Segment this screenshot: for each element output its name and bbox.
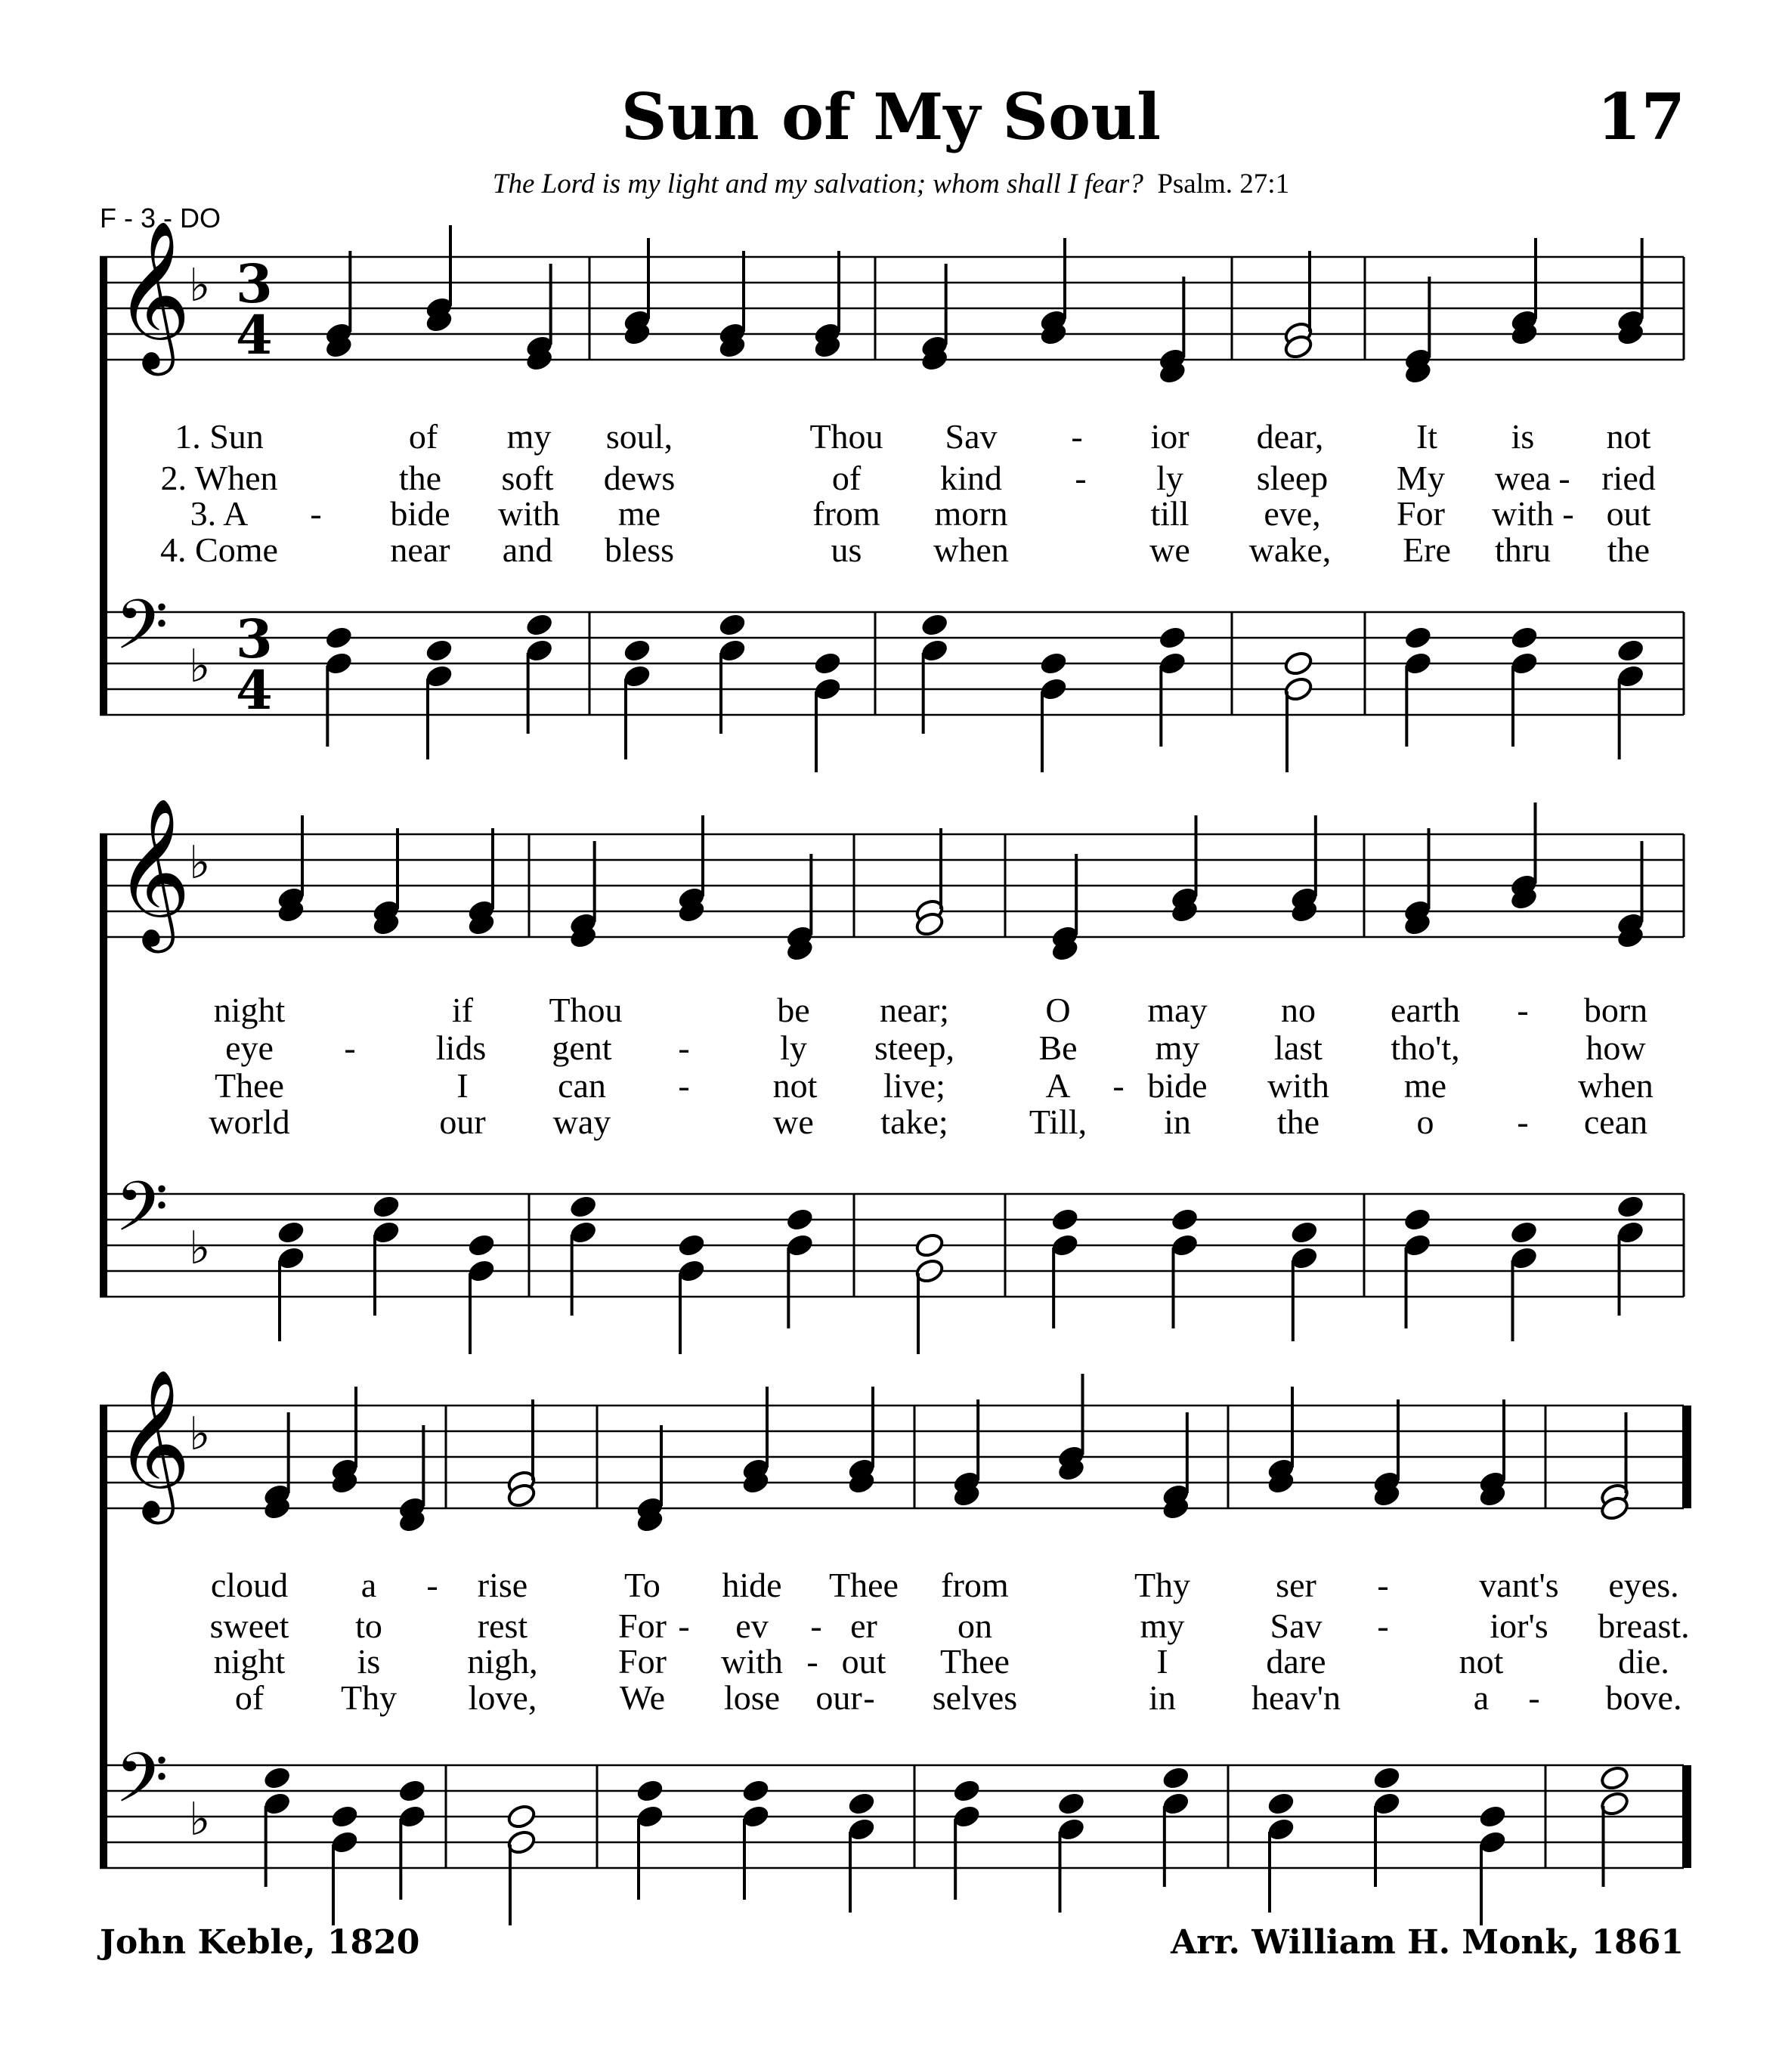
lyric-syllable: - — [810, 1607, 822, 1645]
time-signature-top: 3 — [236, 252, 273, 315]
treble-staff — [100, 797, 1684, 953]
lyric-syllable: hide — [722, 1566, 782, 1604]
lyric-syllable: our — [815, 1678, 862, 1717]
lyric-syllable: from — [812, 494, 880, 533]
time-signature-bottom: 4 — [236, 304, 273, 366]
lyric-syllable: steep, — [874, 1028, 955, 1067]
lyric-syllable: us — [831, 530, 862, 569]
lyric-syllable: with — [1267, 1066, 1329, 1105]
bass-note — [329, 1803, 360, 1830]
lyric-syllable: nigh, — [467, 1642, 538, 1681]
lyric-syllable: Be — [1038, 1028, 1078, 1067]
scripture-reference: Psalm. 27:1 — [1157, 169, 1290, 199]
lyric-syllable: - — [426, 1566, 438, 1604]
treble-clef-icon: 𝄞 — [115, 1368, 191, 1518]
flat-icon: ♭ — [189, 1222, 211, 1275]
lyric-syllable: cean — [1583, 1102, 1648, 1141]
bass-note — [784, 1206, 815, 1233]
lyric-syllable: can — [558, 1066, 606, 1105]
lyric-syllable: born — [1583, 991, 1648, 1029]
lyric-syllable: ried — [1601, 459, 1656, 497]
system-3 — [100, 1368, 1691, 1925]
lyric-syllable: we — [1149, 530, 1190, 569]
lyric-syllable: to — [355, 1607, 382, 1645]
lyric-syllable: with — [721, 1642, 783, 1681]
lyrics — [209, 991, 1653, 1141]
bass-note — [506, 1803, 537, 1830]
bass-note — [622, 637, 653, 664]
lyric-syllable: dear, — [1256, 417, 1324, 456]
bass-note — [1508, 1219, 1539, 1246]
bass-note — [1283, 650, 1314, 677]
lyric-syllable: is — [357, 1642, 381, 1681]
lyric-syllable: the — [1607, 530, 1651, 569]
lyric-syllable: Thee — [940, 1642, 1010, 1681]
key-signature-label: F - 3 - DO — [100, 203, 221, 233]
bass-note — [1266, 1790, 1297, 1817]
lyric-syllable: out — [841, 1642, 886, 1681]
lyric-syllable: Till, — [1029, 1102, 1087, 1141]
lyric-syllable: Thou — [809, 417, 883, 456]
lyric-syllable: gent — [552, 1028, 612, 1067]
bass-note — [1509, 624, 1540, 651]
lyric-syllable: way — [552, 1102, 611, 1141]
lyric-syllable: earth — [1391, 991, 1460, 1029]
lyric-syllable: ly — [780, 1028, 807, 1067]
bass-note — [1050, 1206, 1081, 1233]
lyric-syllable: kind — [940, 459, 1002, 497]
lyrics — [160, 417, 1656, 569]
lyric-syllable: Thy — [1134, 1566, 1191, 1604]
lyric-syllable: near — [390, 530, 450, 569]
bass-note — [1477, 1803, 1508, 1830]
lyric-syllable: if — [451, 991, 474, 1029]
lyric-syllable: - — [1112, 1066, 1125, 1105]
bass-note — [323, 624, 354, 651]
bass-note — [914, 1232, 945, 1259]
lyric-syllable: - — [1558, 459, 1570, 497]
bass-note — [1402, 1206, 1433, 1233]
treble-staff — [100, 1368, 1684, 1524]
lyric-syllable: bless — [605, 530, 674, 569]
time-signature-bottom: 4 — [236, 659, 273, 722]
lyric-syllable: on — [958, 1607, 992, 1645]
lyric-syllable: sleep — [1256, 459, 1329, 497]
lyric-syllable: take; — [880, 1102, 948, 1141]
lyric-syllable: O — [1045, 991, 1071, 1029]
lyric-syllable: be — [777, 991, 810, 1029]
lyric-syllable: 1. Sun — [175, 417, 264, 456]
lyric-syllable: - — [678, 1028, 690, 1067]
lyric-syllable: - — [1075, 459, 1087, 497]
lyric-syllable: cloud — [210, 1566, 289, 1604]
lyric-syllable: ly — [1156, 459, 1183, 497]
lyric-syllable: - — [310, 494, 322, 533]
flat-icon: ♭ — [189, 1408, 211, 1461]
lyric-syllable: - — [1562, 494, 1574, 533]
lyric-syllable: with — [498, 494, 560, 533]
lyric-syllable: heav'n — [1251, 1678, 1341, 1717]
lyric-syllable: me — [1403, 1066, 1447, 1105]
lyric-syllable: dare — [1266, 1642, 1326, 1681]
lyrics — [210, 1566, 1690, 1717]
lyric-syllable: Thee — [829, 1566, 899, 1604]
lyric-syllable: no — [1281, 991, 1316, 1029]
lyric-syllable: we — [773, 1102, 814, 1141]
lyric-syllable: Thou — [549, 991, 623, 1029]
flat-icon: ♭ — [189, 640, 211, 693]
lyric-syllable: tho't, — [1391, 1028, 1460, 1067]
lyric-syllable: of — [831, 459, 862, 497]
bass-clef-icon: 𝄢 — [115, 585, 169, 682]
scripture-text: The Lord is my light and my salvation; whom shall I fear? — [492, 169, 1143, 199]
lyric-syllable: night — [213, 1642, 286, 1681]
system-bracket — [100, 257, 107, 715]
lyric-syllable: soul, — [605, 417, 673, 456]
lyric-syllable: till — [1150, 494, 1190, 533]
lyric-syllable: ser — [1276, 1566, 1316, 1604]
lyric-syllable: dews — [603, 459, 676, 497]
system-1 — [100, 220, 1684, 772]
system-bracket — [100, 834, 107, 1297]
lyric-syllable: when — [1578, 1066, 1654, 1105]
lyric-syllable: eye — [225, 1028, 274, 1067]
lyric-syllable: night — [213, 991, 286, 1029]
lyric-syllable: 3. A — [190, 494, 249, 533]
bass-note — [424, 637, 455, 664]
lyric-syllable: in — [1164, 1102, 1191, 1141]
lyric-syllable: rest — [477, 1607, 528, 1645]
lyric-syllable: out — [1606, 494, 1651, 533]
lyric-syllable: We — [619, 1678, 666, 1717]
lyric-syllable: from — [941, 1566, 1009, 1604]
lyric-syllable: ior's — [1490, 1607, 1548, 1645]
lyric-syllable: Thee — [215, 1066, 284, 1105]
bass-note — [1160, 1764, 1191, 1792]
bass-note — [1372, 1764, 1403, 1792]
bass-note — [919, 611, 950, 639]
bass-note — [466, 1232, 497, 1259]
bass-note — [635, 1777, 666, 1804]
bass-note — [1615, 1193, 1646, 1220]
bass-staff — [100, 1167, 1684, 1297]
lyric-syllable: my — [1140, 1607, 1185, 1645]
lyric-syllable: wake, — [1248, 530, 1332, 569]
lyric-syllable: die. — [1618, 1642, 1669, 1681]
bass-clef-icon: 𝄢 — [115, 1738, 169, 1835]
lyric-syllable: a — [1473, 1678, 1490, 1717]
bass-note — [276, 1219, 307, 1246]
lyric-syllable: our — [439, 1102, 486, 1141]
lyric-syllable: a — [360, 1566, 377, 1604]
bass-note — [1599, 1764, 1630, 1792]
bass-note — [1157, 624, 1188, 651]
lyric-syllable: of — [408, 417, 438, 456]
lyric-syllable: - — [1528, 1678, 1540, 1717]
words-credit: John Keble, 1820 — [100, 1923, 420, 1962]
bass-note — [1289, 1219, 1319, 1246]
bass-note — [397, 1777, 428, 1804]
bass-note — [741, 1777, 772, 1804]
lyric-syllable: - — [678, 1607, 690, 1645]
final-barline — [1682, 1406, 1691, 1508]
lyric-syllable: Sav — [1270, 1607, 1323, 1645]
lyric-syllable: thru — [1494, 530, 1552, 569]
lyric-syllable: is — [1511, 417, 1535, 456]
lyric-syllable: with — [1492, 494, 1554, 533]
bass-staff — [100, 585, 1684, 722]
time-signature-top: 3 — [236, 608, 273, 670]
lyric-syllable: - — [863, 1678, 875, 1717]
flat-icon: ♭ — [189, 837, 211, 889]
lyric-syllable: last — [1274, 1028, 1323, 1067]
lyric-syllable: 4. Come — [160, 530, 278, 569]
lyric-syllable: the — [1276, 1102, 1320, 1141]
lyric-syllable: er — [850, 1607, 877, 1645]
lyric-syllable: live; — [883, 1066, 945, 1105]
bass-note — [1056, 1790, 1087, 1817]
lyric-syllable: lose — [723, 1678, 781, 1717]
lyric-syllable: - — [806, 1642, 818, 1681]
lyric-syllable: sweet — [209, 1607, 289, 1645]
lyric-syllable: - — [1517, 991, 1529, 1029]
flat-icon: ♭ — [189, 1793, 211, 1846]
lyric-syllable: near; — [880, 991, 949, 1029]
lyric-syllable: bove. — [1605, 1678, 1682, 1717]
lyric-syllable: To — [624, 1566, 661, 1604]
bass-note — [1615, 637, 1646, 664]
lyric-syllable: Ere — [1403, 530, 1451, 569]
lyric-syllable: of — [234, 1678, 265, 1717]
lyric-syllable: eve, — [1264, 494, 1321, 533]
lyric-syllable: not — [1606, 417, 1651, 456]
lyric-syllable: in — [1149, 1678, 1176, 1717]
lyric-syllable: soft — [501, 459, 554, 497]
lyric-syllable: my — [1155, 1028, 1200, 1067]
bass-note — [846, 1790, 877, 1817]
lyric-syllable: vant's — [1479, 1566, 1559, 1604]
lyric-syllable: and — [502, 530, 553, 569]
lyric-syllable: how — [1586, 1028, 1646, 1067]
lyric-syllable: breast. — [1598, 1607, 1690, 1645]
lyric-syllable: 2. When — [160, 459, 278, 497]
treble-clef-icon: 𝄞 — [115, 797, 191, 947]
lyric-syllable: when — [933, 530, 1009, 569]
lyric-syllable: not — [772, 1066, 818, 1105]
system-2 — [100, 797, 1684, 1354]
lyric-syllable: eyes. — [1608, 1566, 1679, 1604]
bass-note — [1403, 624, 1434, 651]
bass-note — [261, 1764, 292, 1792]
lyric-syllable: Sav — [945, 417, 998, 456]
lyric-syllable: - — [1377, 1607, 1389, 1645]
lyric-syllable: - — [1377, 1566, 1389, 1604]
hymn-number: 17 — [1597, 79, 1685, 154]
lyric-syllable: ev — [735, 1607, 769, 1645]
lyric-syllable: the — [398, 459, 442, 497]
lyric-syllable: ior — [1150, 417, 1190, 456]
treble-clef-icon: 𝄞 — [115, 220, 191, 370]
lyric-syllable: me — [617, 494, 661, 533]
lyric-syllable: may — [1147, 991, 1208, 1029]
bass-note — [371, 1193, 402, 1220]
final-barline — [1682, 1765, 1691, 1868]
lyric-syllable: Thy — [340, 1678, 398, 1717]
lyric-syllable: - — [1517, 1102, 1529, 1141]
lyric-syllable: For — [1397, 494, 1445, 533]
lyric-syllable: It — [1415, 417, 1438, 456]
lyric-syllable: not — [1459, 1642, 1504, 1681]
lyric-syllable: My — [1397, 459, 1445, 497]
lyric-syllable: For — [618, 1642, 667, 1681]
lyric-syllable: rise — [477, 1566, 528, 1604]
bass-note — [951, 1777, 982, 1804]
lyric-syllable: I — [1156, 1642, 1168, 1681]
lyric-syllable: morn — [934, 494, 1008, 533]
bass-note — [524, 611, 555, 639]
system-bracket — [100, 1406, 107, 1868]
lyric-syllable: lids — [435, 1028, 487, 1067]
lyric-syllable: A — [1045, 1066, 1071, 1105]
lyric-syllable: love, — [468, 1678, 537, 1717]
bass-note — [1038, 650, 1069, 677]
lyric-syllable: - — [344, 1028, 356, 1067]
bass-note — [717, 611, 748, 639]
bass-note — [676, 1232, 707, 1259]
bass-note — [568, 1193, 599, 1220]
bass-note — [812, 650, 843, 677]
lyric-syllable: selves — [932, 1678, 1018, 1717]
lyric-syllable: I — [456, 1066, 469, 1105]
bass-note — [1169, 1206, 1200, 1233]
lyric-syllable: For — [618, 1607, 667, 1645]
hymn-title: Sun of My Soul — [620, 79, 1162, 154]
lyric-syllable: my — [506, 417, 552, 456]
music-credit: Arr. William H. Monk, 1861 — [1171, 1923, 1684, 1962]
bass-clef-icon: 𝄢 — [115, 1167, 169, 1263]
lyric-syllable: - — [1071, 417, 1083, 456]
lyric-syllable: bide — [1147, 1066, 1208, 1105]
lyric-syllable: world — [209, 1102, 290, 1141]
lyric-syllable: o — [1416, 1102, 1434, 1141]
lyric-syllable: - — [678, 1066, 690, 1105]
flat-icon: ♭ — [189, 259, 211, 312]
lyric-syllable: wea — [1494, 459, 1552, 497]
lyric-syllable: bide — [390, 494, 450, 533]
